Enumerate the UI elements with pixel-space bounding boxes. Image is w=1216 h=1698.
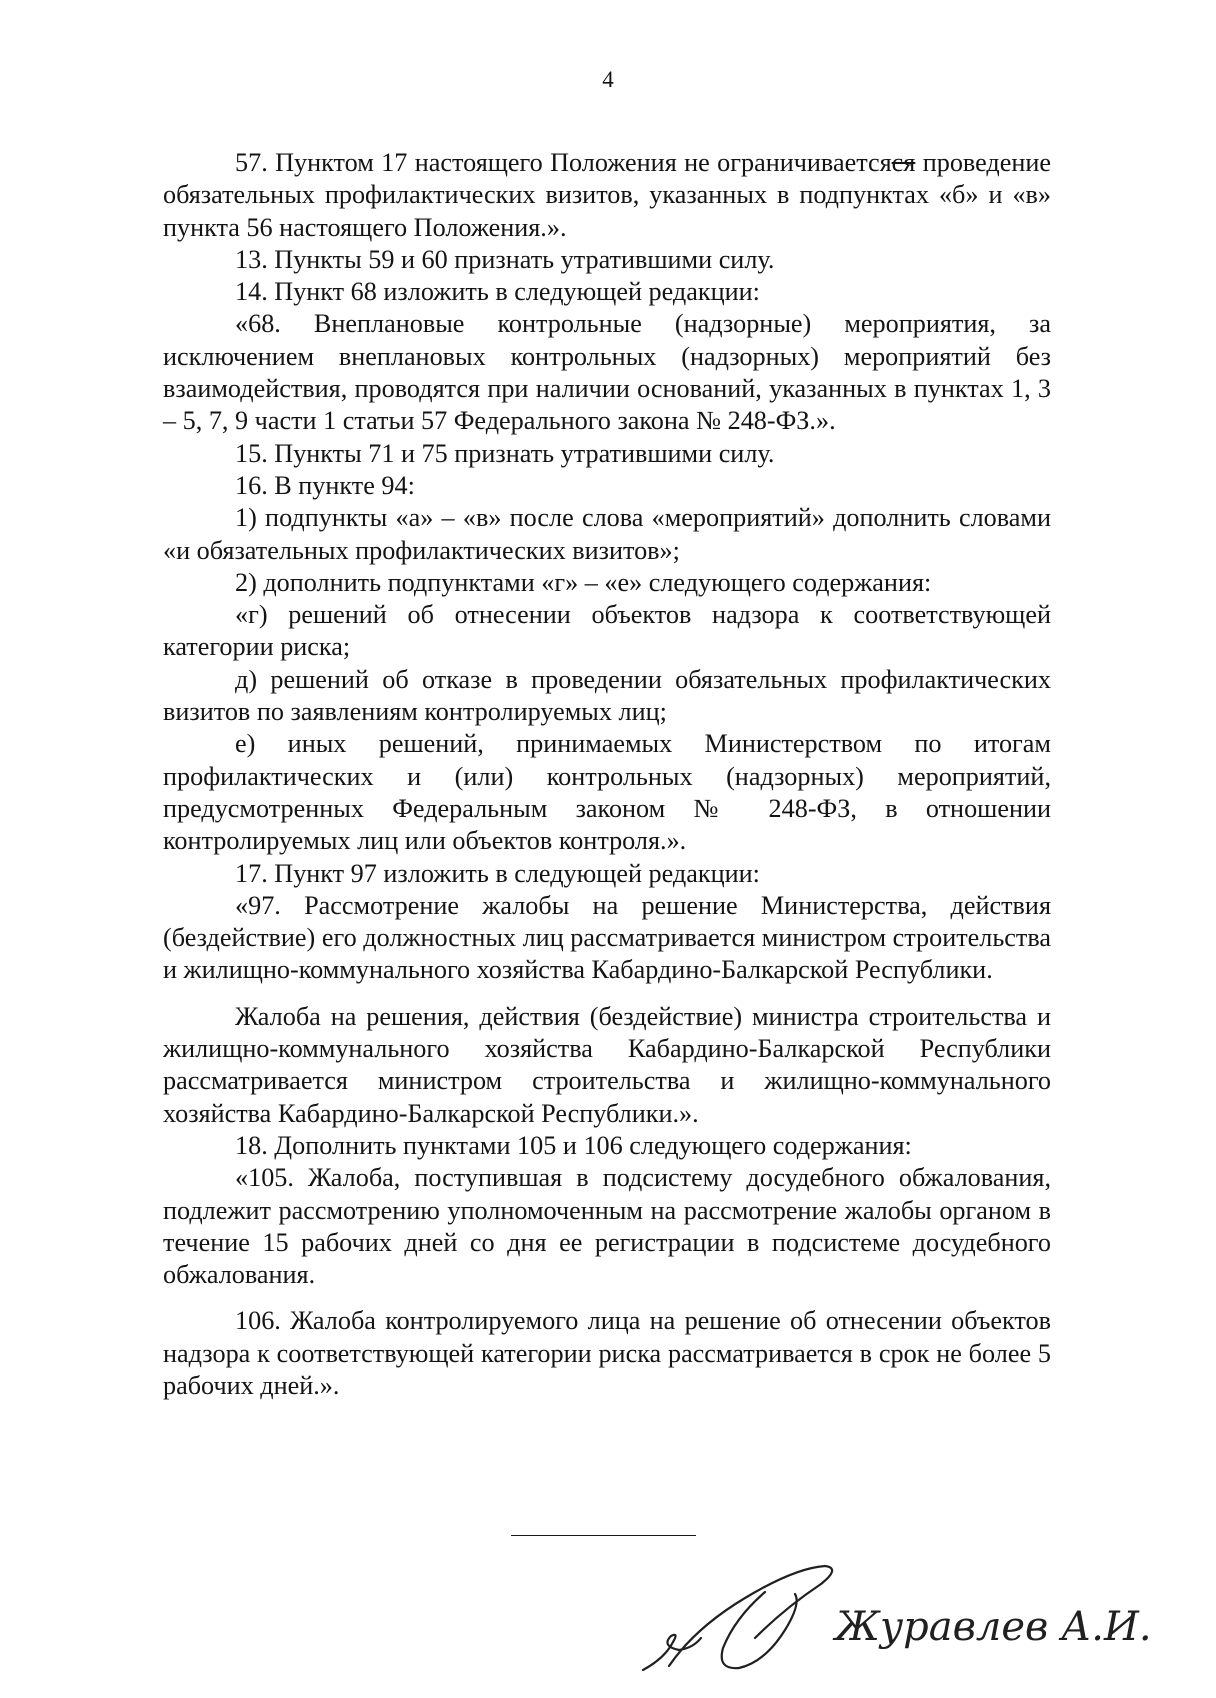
struck-out-text: ся [891,148,916,177]
handwritten-signature [635,1558,1152,1698]
item-16-subitem-1: 1) подпункты «а» – «в» после слова «мероприятий» дополнить словами «и обязательных профилактических визитов»; [163,503,1051,565]
subitem-d: д) решений об отказе в проведении обязательных профилактических визитов по заявлениям контролируемых лиц; [163,664,1051,727]
item-15: 15. Пункты 71 и 75 признать утратившими силу. [235,438,775,468]
paragraph-68: «68. Внеплановые контрольные (надзорные) мероприятия, за исключением внеплановых контрольных (надзорных) мероприятий без взаимодействия, проводятся при наличии оснований, указанных в пунктах 1, 3 – 5, 7, 9 части 1 статьи 57 Федерального закона № 248-ФЗ.». [163,309,1051,436]
paragraph-97-complaint: Жалоба на решения, действия (бездействие) министра строительства и жилищно-коммунального хозяйства Кабардино-Балкарской Республики рассматривается министром строительства и жилищно-коммунального хозяйства Кабардино-Балкарской Республики.». [163,1001,1051,1128]
item-13: 13. Пункты 59 и 60 признать утратившими силу. [235,244,775,274]
paragraph-97: «97. Рассмотрение жалобы на решение Министерства, действия (бездействие) его должностных лиц рассматривается министром строительства и жилищно-коммунального хозяйства Кабардино-Балкарской Республики. [163,890,1051,985]
subitem-g: «г) решений об отнесении объектов надзора к соответствующей категории риска; [163,600,1051,662]
subitem-e: е) иных решений, принимаемых Министерством по итогам профилактических и (или) контрольных (надзорных) мероприятий, предусмотренных Федеральным законом № 248-ФЗ, в отношении контролируемых лиц или объектов контроля.». [163,729,1051,856]
item-18: 18. Дополнить пунктами 105 и 106 следующего содержания: [235,1130,912,1160]
page-number: 4 [602,67,614,92]
item-14: 14. Пункт 68 изложить в следующей редакции: [235,277,760,307]
paragraph-57 [163,147,1051,244]
paragraph-57-text: 57. Пунктом 17 настоящего Положения не ограничивается [235,148,892,177]
item-17: 17. Пункт 97 изложить в следующей редакции: [235,858,760,888]
document-body [163,147,1051,1402]
item-16: 16. В пункте 94: [235,470,415,500]
paragraph-57-text-cont: проведение обязательных профилактических визитов, указанных в подпунктах «б» и «в» пункта 56 настоящего Положения.». [163,148,1051,242]
signature-name: Журавлев А.И. [835,1604,1152,1650]
paragraph-105: «105. Жалоба, поступившая в подсистему досудебного обжалования, подлежит рассмотрению уполномоченным на рассмотрение жалобы органом в течение 15 рабочих дней со дня ее регистрации в подсистеме досудебного обжалования. [163,1163,1051,1290]
item-16-subitem-2: 2) дополнить подпунктами «г» – «е» следующего содержания: [235,567,932,597]
paragraph-106: 106. Жалоба контролируемого лица на решение об отнесении объектов надзора к соответствующей категории риска рассматривается в срок не более 5 рабочих дней.». [163,1306,1051,1400]
separator-line [511,1535,696,1536]
